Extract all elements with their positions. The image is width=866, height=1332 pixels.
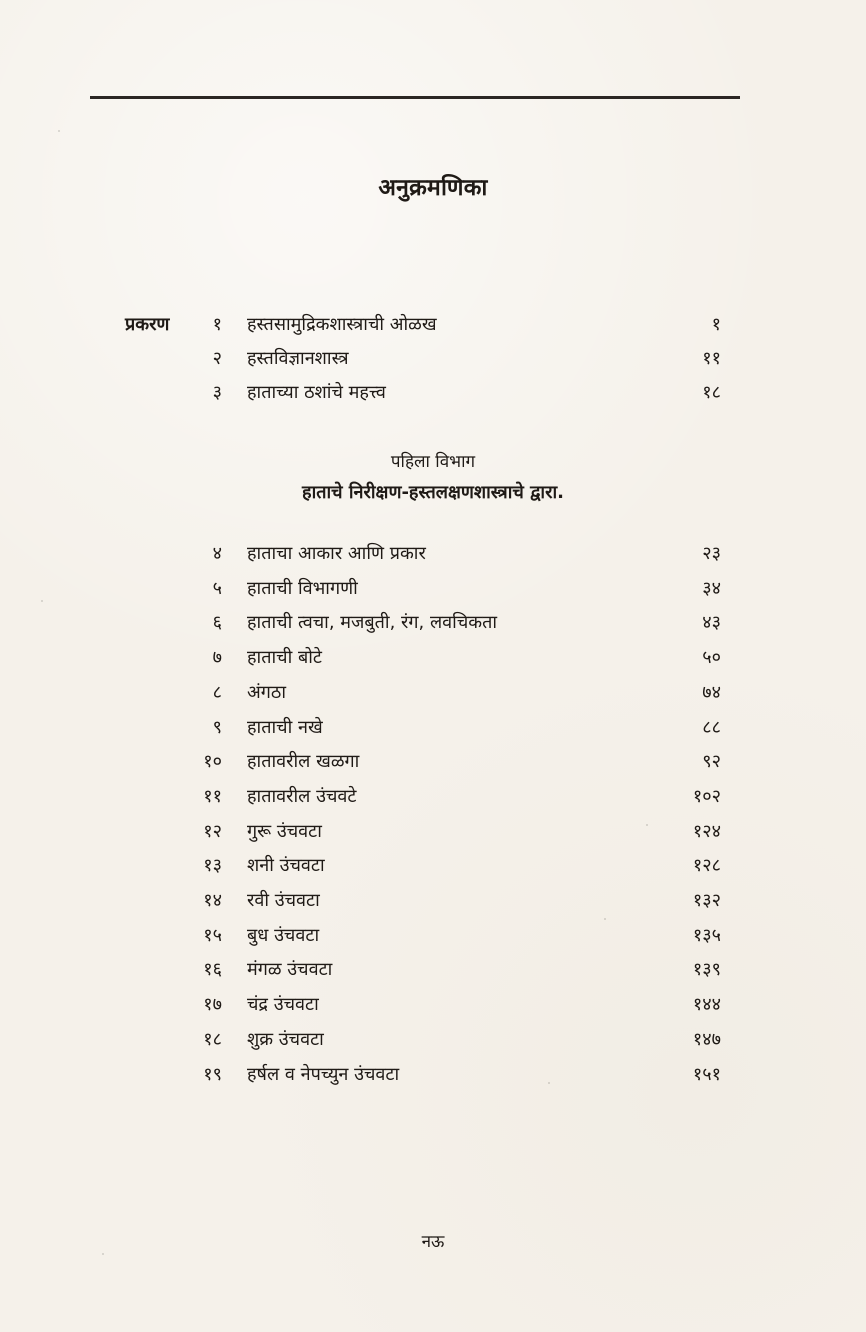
chapter-number: ३ <box>212 382 222 403</box>
chapter-number: १० <box>203 751 222 773</box>
chapter-title: बुध उंचवटा <box>247 924 320 946</box>
page-number-entry: २३ <box>702 543 721 564</box>
chapter-title: शनी उंचवटा <box>247 855 325 877</box>
chapter-title: हस्तविज्ञानशास्त्र <box>247 348 349 369</box>
chapter-title: हातावरील खळगा <box>247 751 360 773</box>
page-number-entry: १४७ <box>692 1028 721 1050</box>
chapter-title: हातावरील उंचवटे <box>247 785 357 807</box>
chapter-number: ९ <box>212 716 222 738</box>
chapter-number: ५ <box>212 577 222 599</box>
page-number-entry: ४३ <box>702 612 721 634</box>
chapter-number: २ <box>212 348 222 369</box>
chapter-title: हाताची नखे <box>247 716 323 738</box>
page-speck <box>604 918 606 920</box>
page-number-entry: १५१ <box>692 1063 721 1085</box>
page-speck <box>41 600 43 602</box>
toc-row <box>0 887 866 915</box>
page-number-entry: १०२ <box>692 785 721 807</box>
chapter-title: चंद्र उंचवटा <box>247 994 319 1016</box>
chapter-title: हाताची त्वचा, मजबुती, रंग, लवचिकता <box>247 612 498 634</box>
page-number-entry: ७४ <box>702 681 721 703</box>
toc-row <box>0 379 866 407</box>
page-number-entry: १ <box>711 314 721 335</box>
chapter-number: १३ <box>203 855 222 877</box>
page-speck <box>58 130 60 132</box>
toc-row <box>0 852 866 880</box>
chapter-number: १९ <box>203 1063 222 1085</box>
chapter-number: १८ <box>203 1028 222 1050</box>
toc-row <box>0 714 866 742</box>
chapter-title: शुक्र उंचवटा <box>247 1028 324 1050</box>
chapter-number: १४ <box>203 890 222 911</box>
page-number-entry: १३२ <box>692 890 721 911</box>
toc-row <box>0 679 866 707</box>
chapter-number: १६ <box>203 959 222 981</box>
chapter-number: १ <box>212 314 222 335</box>
page-number-entry: ८८ <box>702 716 721 738</box>
top-rule <box>90 96 740 99</box>
section-subtitle: पहिला विभाग <box>390 452 476 472</box>
page-number-entry: १३५ <box>692 924 721 946</box>
page-number-entry: १८ <box>702 382 721 403</box>
page-number-entry: १३९ <box>692 959 721 981</box>
chapter-number: ६ <box>212 612 222 634</box>
toc-row <box>0 748 866 776</box>
chapter-number: ११ <box>203 785 222 807</box>
chapter-title: हाताची विभागणी <box>247 577 358 599</box>
toc-row <box>0 345 866 373</box>
toc-row <box>0 644 866 672</box>
section-title: हाताचे निरीक्षण-हस्तलक्षणशास्त्राचे द्वारा. <box>302 482 564 503</box>
page-speck <box>102 1253 104 1255</box>
page-number-entry: १४४ <box>692 994 721 1016</box>
toc-row <box>0 1061 866 1089</box>
chapter-title: हस्तसामुद्रिकशास्त्राची ओळख <box>247 314 437 335</box>
toc-row <box>0 540 866 568</box>
chapter-title: हाताची बोटे <box>247 647 322 669</box>
toc-row <box>0 783 866 811</box>
contents-heading: अनुक्रमणिका <box>378 175 488 201</box>
page-speck <box>646 824 648 826</box>
toc-row <box>0 609 866 637</box>
toc-row <box>0 956 866 984</box>
page-number-entry: १२८ <box>692 855 721 877</box>
toc-row <box>0 1026 866 1054</box>
chapter-title: अंगठा <box>247 681 287 703</box>
page-number-entry: १२४ <box>692 820 721 842</box>
chapter-number: १२ <box>203 820 222 842</box>
toc-row <box>0 818 866 846</box>
page-speck <box>548 1082 550 1084</box>
chapter-number: ८ <box>212 681 222 703</box>
chapter-title: हाताच्या ठशांचे महत्त्व <box>247 382 386 403</box>
chapter-number: १५ <box>203 924 222 946</box>
page-number-entry: ५० <box>702 647 721 669</box>
toc-row <box>0 922 866 950</box>
chapter-number: ७ <box>212 647 222 669</box>
page-number-entry: ९२ <box>702 751 721 773</box>
page-number: नऊ <box>421 1232 445 1252</box>
chapter-title: हाताचा आकार आणि प्रकार <box>247 543 426 564</box>
chapter-title: मंगळ उंचवटा <box>247 959 333 981</box>
toc-row <box>0 575 866 603</box>
page-number-entry: ३४ <box>702 577 721 599</box>
chapter-number: ४ <box>212 543 222 564</box>
chapter-title: गुरू उंचवटा <box>247 820 322 842</box>
chapter-label: प्रकरण <box>125 314 170 335</box>
chapter-number: १७ <box>203 994 222 1016</box>
toc-row <box>0 991 866 1019</box>
page-number-entry: ११ <box>702 348 721 369</box>
chapter-title: रवी उंचवटा <box>247 890 320 911</box>
toc-row <box>0 311 866 339</box>
chapter-title: हर्षल व नेपच्युन उंचवटा <box>247 1063 400 1085</box>
